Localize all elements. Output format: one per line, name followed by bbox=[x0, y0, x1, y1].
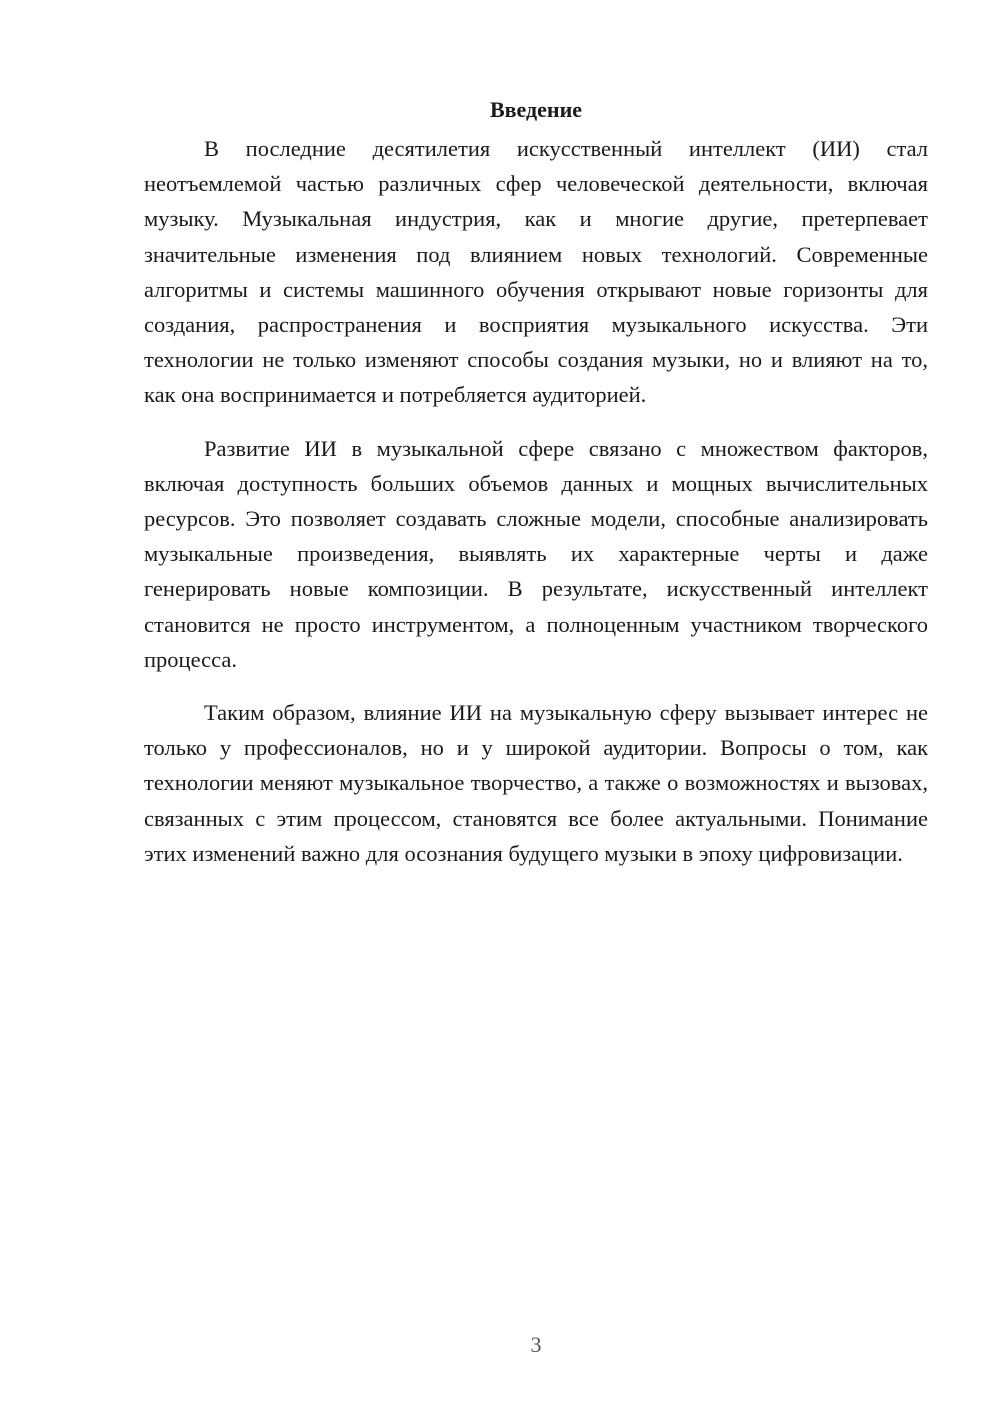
section-heading: Введение bbox=[489, 97, 583, 122]
paragraph-2: Развитие ИИ в музыкальной сфере связано с множеством факторов, включая доступность больших объемов данных и мощных вычислительных ресурсов. Это позволяет создавать сложные модели, способные анализировать музыкальные произведения, выявлять их характерные черты и даже генерировать новые композиции. В результате, искусственный интеллект становится не просто инструментом, а полноценным участником творческого процесса. bbox=[144, 435, 928, 672]
page-content bbox=[144, 92, 928, 889]
page-number: 3 bbox=[530, 1332, 542, 1357]
paragraph-3: Таким образом, влияние ИИ на музыкальную сферу вызывает интерес не только у профессионалов, но и у широкой аудитории. Вопросы о том, как технологии меняют музыкальное творчество, а также о возможностях и вызовах, связанных с этим процессом, становятся все более актуальными. Понимание этих изменений важно для осознания будущего музыки в эпоху цифровизации. bbox=[144, 700, 928, 866]
paragraph-1: В последние десятилетия искусственный интеллект (ИИ) стал неотъемлемой частью различных сфер человеческой деятельности, включая музыку. Музыкальная индустрия, как и многие другие, претерпевает значительные изменения под влиянием новых технологий. Современные алгоритмы и системы машинного обучения открывают новые горизонты для создания, распространения и восприятия музыкального искусства. Эти технологии не только изменяют способы создания музыки, но и влияют на то, как она воспринимается и потребляется аудиторией. bbox=[144, 136, 928, 408]
